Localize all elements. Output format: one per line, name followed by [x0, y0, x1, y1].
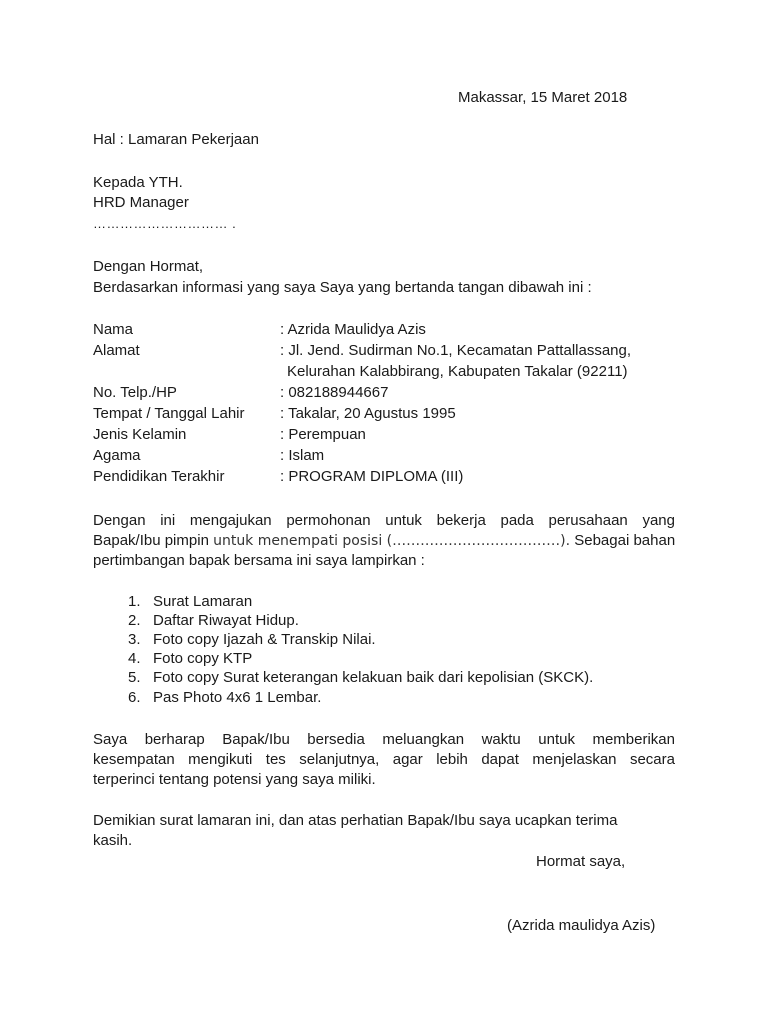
list-item: Daftar Riwayat Hidup. — [153, 612, 299, 629]
identity-label: Nama — [93, 321, 134, 338]
list-number: 6. — [128, 689, 141, 706]
list-number: 2. — [128, 612, 141, 629]
subject-line: Hal : Lamaran Pekerjaan — [93, 131, 259, 148]
identity-value: : Islam — [280, 447, 325, 464]
list-number: 4. — [128, 650, 141, 667]
position-placeholder: untuk menempati posisi (………………………………). — [213, 533, 571, 549]
identity-value: : Takalar, 20 Agustus 1995 — [280, 405, 456, 422]
recipient-company-placeholder: ………………………… . — [93, 216, 237, 231]
list-number: 5. — [128, 669, 141, 686]
list-number: 1. — [128, 593, 141, 610]
list-item: Foto copy KTP — [153, 650, 253, 667]
paragraph-line: pertimbangan bapak bersama ini saya lampirkan : — [93, 552, 425, 569]
paragraph-line — [93, 531, 675, 551]
greeting: Dengan Hormat, — [93, 258, 204, 275]
list-item: Foto copy Surat keterangan kelakuan baik dari kepolisian (SKCK). — [153, 669, 594, 686]
paragraph-text: Bapak/Ibu pimpin — [93, 532, 214, 549]
list-item: Pas Photo 4x6 1 Lembar. — [153, 689, 322, 706]
identity-value: : 082188944667 — [280, 384, 389, 401]
identity-label: No. Telp./HP — [93, 384, 177, 401]
list-number: 3. — [128, 631, 141, 648]
closing-salutation: Hormat saya, — [536, 853, 626, 870]
paragraph-line: Saya berharap Bapak/Ibu bersedia meluangkan waktu untuk memberikan — [93, 731, 675, 748]
identity-label: Jenis Kelamin — [93, 426, 187, 443]
paragraph-line: kesempatan mengikuti tes selanjutnya, agar lebih dapat menjelaskan secara — [93, 751, 675, 768]
list-item: Surat Lamaran — [153, 593, 253, 610]
place-date: Makassar, 15 Maret 2018 — [458, 89, 628, 106]
paragraph-line: Dengan ini mengajukan permohonan untuk bekerja pada perusahaan yang — [93, 512, 675, 529]
identity-value: : Jl. Jend. Sudirman No.1, Kecamatan Pattallassang, — [280, 342, 632, 359]
identity-label: Alamat — [93, 342, 140, 359]
intro-line: Berdasarkan informasi yang saya Saya yang bertanda tangan dibawah ini : — [93, 279, 592, 296]
recipient-title: HRD Manager — [93, 194, 189, 211]
identity-value: : Azrida Maulidya Azis — [280, 321, 426, 338]
identity-value: : PROGRAM DIPLOMA (III) — [280, 468, 464, 485]
signature-name: (Azrida maulidya Azis) — [507, 917, 656, 934]
paragraph-line: kasih. — [93, 832, 133, 849]
paragraph-line: terperinci tentang potensi yang saya miliki. — [93, 771, 376, 788]
identity-value: : Perempuan — [280, 426, 366, 443]
list-item: Foto copy Ijazah & Transkip Nilai. — [153, 631, 376, 648]
identity-label: Tempat / Tanggal Lahir — [93, 405, 245, 422]
recipient-salutation: Kepada YTH. — [93, 174, 183, 191]
identity-label: Pendidikan Terakhir — [93, 468, 225, 485]
identity-label: Agama — [93, 447, 141, 464]
paragraph-text: Sebagai bahan — [570, 532, 676, 549]
paragraph-line: Demikian surat lamaran ini, dan atas perhatian Bapak/Ibu saya ucapkan terima — [93, 812, 618, 829]
identity-value: Kelurahan Kalabbirang, Kabupaten Takalar (92211) — [287, 363, 628, 380]
